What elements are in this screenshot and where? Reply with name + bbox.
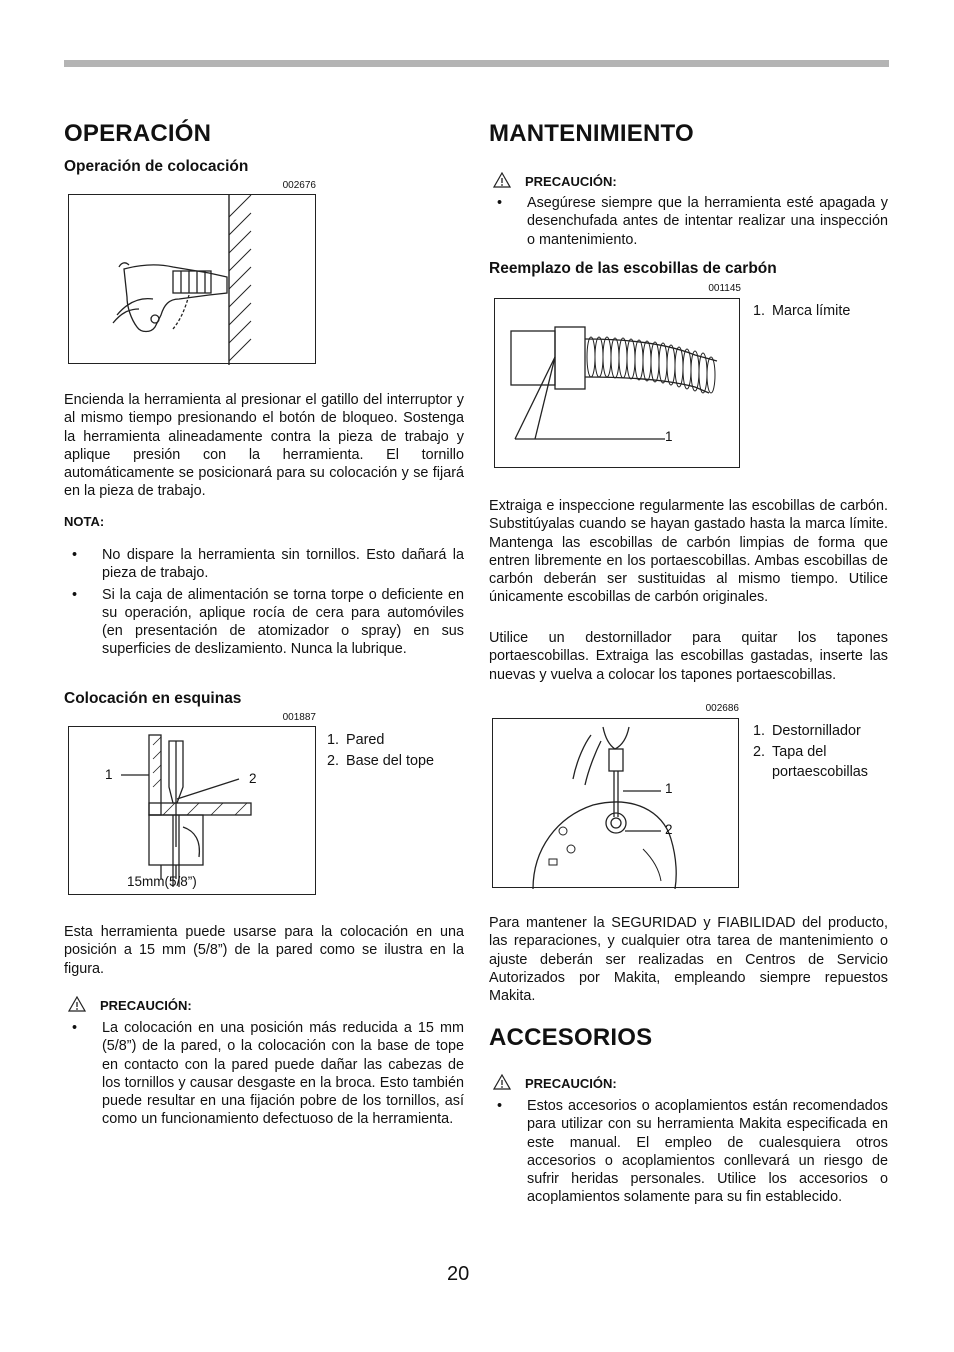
bullet: • <box>497 195 503 211</box>
colocacion-heading: Operación de colocación <box>64 158 249 175</box>
precaucion-item-text: Estos accesorios o acoplamientos están recomendados para utilizar con su herramienta Makita especificada en este manual. El empleo de cualesquiera otros accesorios o acoplamientos conllevará un riesgo de sufrir heridas personales. Utilice los accesorios o acoplamientos solamente para su fin establecido. <box>527 1098 888 1206</box>
nota-label: NOTA: <box>64 514 105 529</box>
legend-label: Tapa del portaescobillas <box>772 743 868 780</box>
list-item <box>64 1019 464 1129</box>
operacion-paragraph: Encienda la herramienta al presionar el gatillo del interruptor y al mismo tiempo presionando el botón de bloqueo. Sostenga la herramienta alineadamente contra la pieza de trabajo y aplique presión con la herramienta. El tornillo automáticamente se posicionará para su colocación y se fijará en la pieza de trabajo. <box>64 392 464 500</box>
bullet: • <box>72 547 78 563</box>
callout-2: 2 <box>665 822 673 837</box>
precaucion-label: PRECAUCIÓN: <box>525 174 617 189</box>
warning-icon <box>68 996 86 1012</box>
warning-icon <box>493 1074 511 1090</box>
legend-number: 1. <box>753 303 766 319</box>
escobillas-paragraph-1: Extraiga e inspeccione regularmente las escobillas de carbón. Substitúyalas cuando se hayan gastado hasta la marca límite. Mantenga las escobillas de carbón limpias de forma que entren libremente en los portaescobillas. Ambas escobillas de carbón deberán ser sustituidas al mismo tiempo. Utilice únicamente escobillas de carbón originales. <box>489 498 888 606</box>
legend-item <box>753 301 850 322</box>
legend-number: 2. <box>327 752 340 769</box>
figure-code: 002686 <box>705 703 739 714</box>
list-item <box>489 194 888 249</box>
esquinas-heading: Colocación en esquinas <box>64 690 242 707</box>
callout-2: 2 <box>249 771 257 786</box>
accesorios-title: ACCESORIOS <box>489 1024 653 1051</box>
legend-label: Base del tope <box>346 752 435 769</box>
legend-number: 1. <box>753 723 766 739</box>
mantenimiento-title: MANTENIMIENTO <box>489 120 694 147</box>
legend-number: 1. <box>327 732 340 748</box>
figure-code: 001887 <box>282 712 316 723</box>
nota-item-text: Si la caja de alimentación se torna torpe o deficiente en su operación, aplique rocía de cera para automóviles (en presentación de atomizador o spray) en sus superficies de deslizamiento. Nunca la lubrique. <box>102 586 464 658</box>
list-item <box>64 546 464 583</box>
mantenimiento-precaucion-list <box>489 194 888 252</box>
callout-1: 1 <box>665 429 673 444</box>
screwdriver-illustration <box>69 195 317 365</box>
operacion-title: OPERACIÓN <box>64 120 212 147</box>
carbon-brush-illustration <box>495 299 741 469</box>
fig3-legend <box>753 301 850 322</box>
legend-label: Pared <box>346 732 385 748</box>
precaucion-item-text: La colocación en una posición más reducida a 15 mm (5/8”) de la pared, o la colocación con la base de tope en contacto con la pared puede dañar las cabezas de los tornillos y causar desgaste en la broca. Esto también puede resultar en una fijación pobre de los tornillos, así como un funcionamiento defectuoso de la herramienta. <box>102 1020 464 1128</box>
precaucion-item-text: Asegúrese siempre que la herramienta esté apagada y desenchufada antes de intentar realizar una inspección o mantenimiento. <box>527 195 888 248</box>
figure-screwdriver-wall <box>68 194 316 364</box>
legend-item <box>327 751 434 772</box>
list-item <box>489 1097 888 1207</box>
legend-label: Marca límite <box>772 303 851 319</box>
legend-item <box>753 742 893 783</box>
precaucion-heading <box>68 996 192 1013</box>
header-rule <box>64 60 889 67</box>
bullet: • <box>497 1098 503 1114</box>
legend-item <box>327 730 434 751</box>
callout-1: 1 <box>665 781 673 796</box>
corner-illustration <box>69 727 317 896</box>
figure-code: 001145 <box>708 283 741 294</box>
warning-icon <box>493 172 511 188</box>
escobillas-heading: Reemplazo de las escobillas de carbón <box>489 260 777 277</box>
precaucion-label: PRECAUCIÓN: <box>525 1076 617 1091</box>
callout-1: 1 <box>105 767 113 782</box>
legend-label: Destornillador <box>772 723 861 739</box>
dimension-label: 15mm(5/8”) <box>127 874 197 889</box>
accesorios-precaucion-list <box>489 1097 888 1210</box>
precaucion-heading <box>493 1074 617 1091</box>
nota-item-text: No dispare la herramienta sin tornillos. Esto dañará la pieza de trabajo. <box>102 547 464 582</box>
list-item <box>64 586 464 659</box>
fig4-legend <box>753 721 893 783</box>
nota-list <box>64 546 464 662</box>
precaucion-label: PRECAUCIÓN: <box>100 998 192 1013</box>
figure-corner-placement <box>68 726 316 895</box>
page-number: 20 <box>447 1263 470 1285</box>
escobillas-paragraph-2: Utilice un destornillador para quitar los tapones portaescobillas. Extraiga las escobillas gastadas, inserte las nuevas y vuelva a colocar los tapones portaescobillas. <box>489 630 888 683</box>
seguridad-paragraph: Para mantener la SEGURIDAD y FIABILIDAD del producto, las reparaciones, y cualquier otra tarea de mantenimiento o ajuste deberán ser realizadas en Centros de Servicio Autorizados por Makita, empleando siempre repuestos Makita. <box>489 915 888 1005</box>
precaucion-list <box>64 1019 464 1132</box>
bullet: • <box>72 1020 78 1036</box>
brush-cap-illustration <box>493 719 740 889</box>
figure-brush-cap <box>492 718 739 888</box>
fig2-legend <box>327 730 434 771</box>
esquinas-paragraph: Esta herramienta puede usarse para la colocación en una posición a 15 mm (5/8”) de la pared como se ilustra en la figura. <box>64 924 464 977</box>
precaucion-heading <box>493 172 617 189</box>
figure-carbon-brush <box>494 298 740 468</box>
legend-number: 2. <box>753 743 766 760</box>
legend-item <box>753 721 893 742</box>
bullet: • <box>72 586 78 603</box>
figure-code: 002676 <box>282 180 316 191</box>
